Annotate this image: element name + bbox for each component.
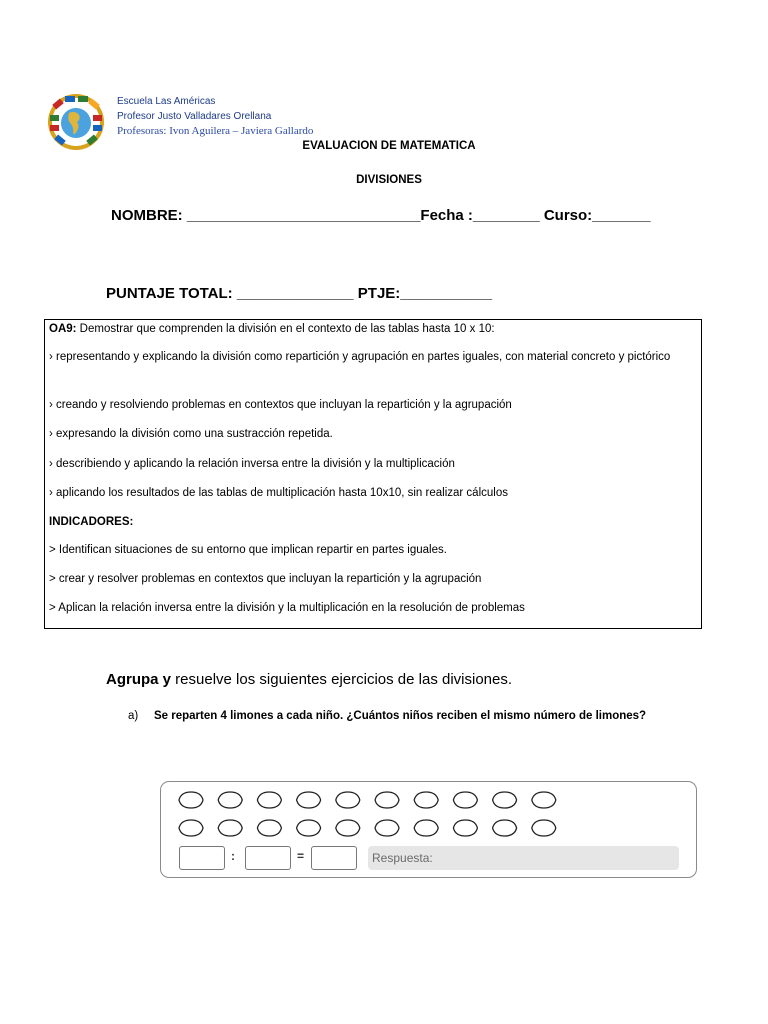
oa-text: Demostrar que comprenden la división en el contexto de las tablas hasta 10 x 10: (76, 323, 495, 335)
lemon-icon (179, 792, 203, 808)
lemon-icon (218, 820, 242, 836)
lemon-icon (257, 792, 281, 808)
objective-item: › expresando la división como una sustracción repetida. (49, 428, 333, 440)
oa-line (49, 320, 697, 339)
lemon-icon (493, 792, 517, 808)
professor-name: Profesor Justo Valladares Orellana (117, 111, 272, 122)
lemon-icon (414, 792, 438, 808)
instruction-bold: Agrupa y (106, 671, 172, 688)
objective-item: › representando y explicando la división como repartición y agrupación en partes iguales, con material concreto y pictórico (49, 351, 671, 363)
lemon-icon (375, 792, 399, 808)
answer-field[interactable]: Respuesta: (368, 846, 679, 870)
instruction-rest: resuelve los siguientes ejercicios de las divisiones. (171, 671, 513, 688)
lemon-icon (453, 792, 477, 808)
equals-symbol: = (297, 849, 305, 863)
lemon-icon (218, 792, 242, 808)
dividend-box[interactable] (179, 846, 225, 870)
lemon-icon (493, 820, 517, 836)
objective-item: › describiendo y aplicando la relación inversa entre la división y la multiplicación (49, 458, 455, 470)
lemon-icon (179, 820, 203, 836)
lemon-icon (532, 792, 556, 808)
school-header (117, 94, 313, 139)
puntaje-line[interactable]: PUNTAJE TOTAL: ______________ PTJE:___________ (106, 285, 493, 302)
lemon-icon (453, 820, 477, 836)
quotient-box[interactable] (311, 846, 357, 870)
page-subtitle: DIVISIONES (356, 174, 422, 186)
objective-item: › aplicando los resultados de las tablas de multiplicación hasta 10x10, sin realizar cálculos (49, 487, 508, 499)
oa-label: OA9: (49, 323, 77, 335)
exercise-panel (160, 781, 697, 878)
indicator-item: > crear y resolver problemas en contextos que incluyan la repartición y la agrupación (49, 573, 482, 585)
school-name: Escuela Las Américas (117, 96, 216, 107)
lemons-illustration (175, 788, 575, 848)
indicator-item: > Identifican situaciones de su entorno que implican repartir en partes iguales. (49, 544, 447, 556)
page-title: EVALUACION DE MATEMATICA (302, 140, 476, 152)
divisor-box[interactable] (245, 846, 291, 870)
lemon-icon (336, 792, 360, 808)
indicator-item: > Aplican la relación inversa entre la división y la multiplicación en la resolución de problemas (49, 602, 525, 614)
instruction (106, 671, 512, 688)
lemon-icon (375, 820, 399, 836)
lemon-icon (257, 820, 281, 836)
divide-symbol: : (231, 849, 235, 863)
indicators-label: INDICADORES: (49, 516, 134, 528)
question-text: Se reparten 4 limones a cada niño. ¿Cuántos niños reciben el mismo número de limones? (154, 710, 647, 722)
objective-item: › creando y resolviendo problemas en contextos que incluyan la repartición y la agrupación (49, 399, 512, 411)
lemon-icon (532, 820, 556, 836)
teachers-names: Profesoras: Ivon Aguilera – Javiera Gallardo (117, 125, 314, 137)
lemon-icon (414, 820, 438, 836)
lemon-icon (336, 820, 360, 836)
nombre-fecha-curso-line[interactable]: NOMBRE: ____________________________Fecha :________ Curso:_______ (111, 207, 651, 224)
lemon-icon (297, 792, 321, 808)
question-number: a) (128, 710, 139, 722)
lemon-icon (297, 820, 321, 836)
objectives-box (44, 319, 702, 629)
